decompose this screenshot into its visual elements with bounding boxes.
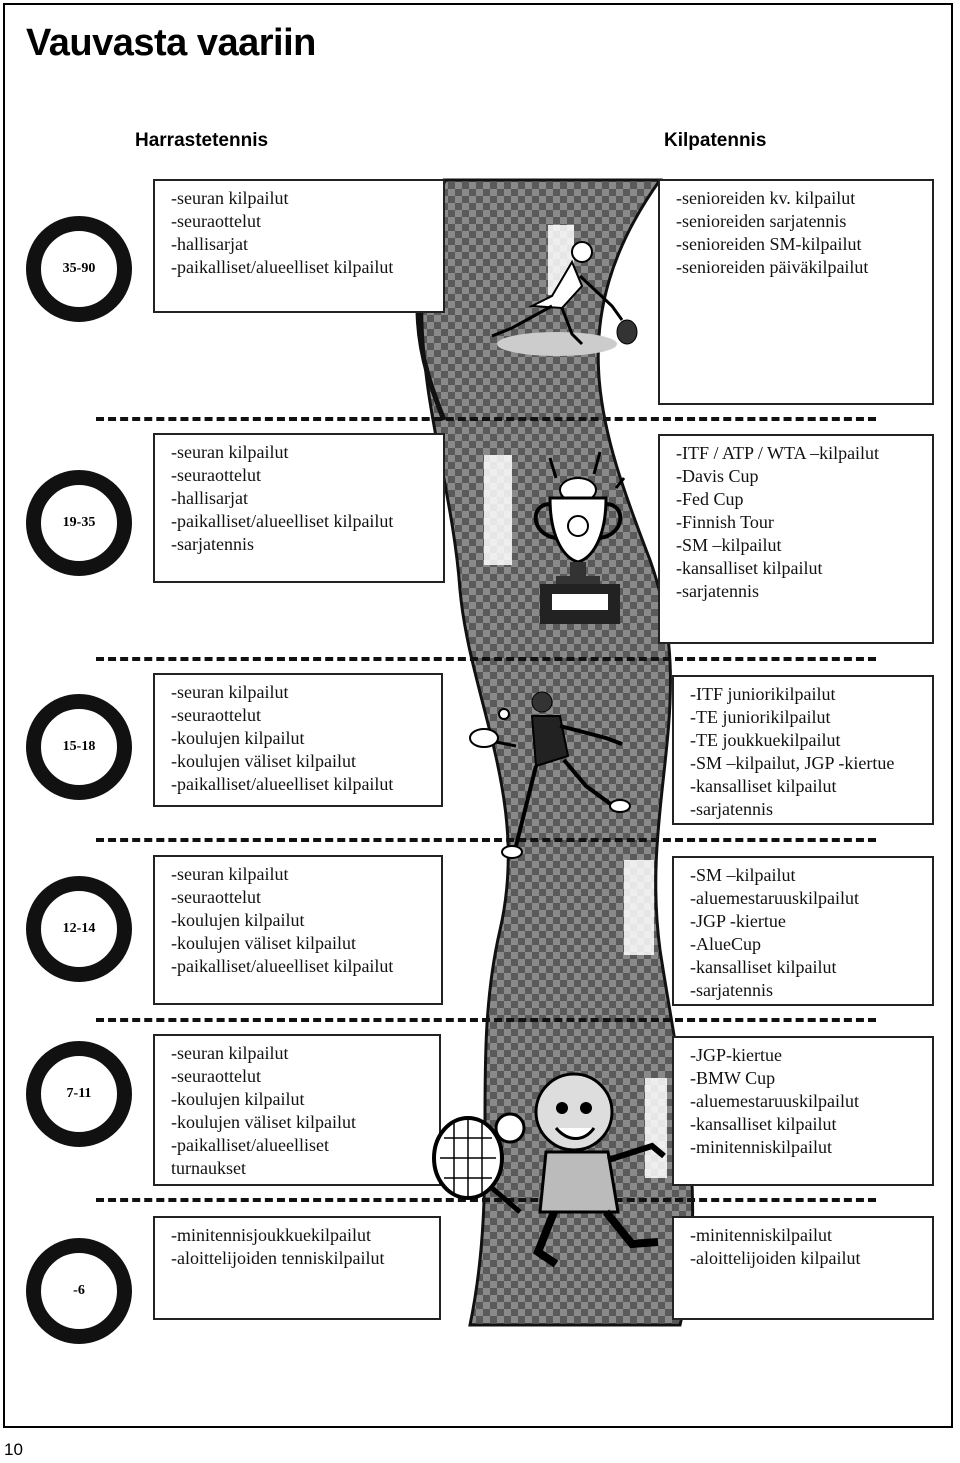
list-item: -kansalliset kilpailut <box>676 558 823 578</box>
list-item: -koulujen kilpailut <box>171 728 305 748</box>
list-item: -SM –kilpailut, JGP -kiertue <box>690 753 895 773</box>
list-item: -senioreiden päiväkilpailut <box>676 257 869 277</box>
age-ring-15-18 <box>26 694 132 800</box>
column-header-competitive: Kilpatennis <box>664 130 767 151</box>
age-label: 7-11 <box>66 1086 92 1101</box>
list-item: -sarjatennis <box>690 980 773 1000</box>
list-item: -ITF juniorikilpailut <box>690 684 836 704</box>
list-item: -seuraottelut <box>171 465 261 485</box>
list-item: -TE joukkuekilpailut <box>690 730 841 750</box>
hobby-box-19-35 <box>153 433 445 583</box>
child-with-racket-icon <box>428 1072 676 1272</box>
competitive-box-6 <box>672 1216 934 1320</box>
list-item: -aloittelijoiden tenniskilpailut <box>171 1248 385 1268</box>
hobby-box-12-14 <box>153 855 443 1005</box>
list-item: -SM –kilpailut <box>690 865 796 885</box>
competitive-box-7-11 <box>672 1036 934 1186</box>
page-title: Vauvasta vaariin <box>26 22 316 64</box>
list-item: -koulujen väliset kilpailut <box>171 751 356 771</box>
list-item: -hallisarjat <box>171 488 248 508</box>
list-item: -koulujen kilpailut <box>171 910 305 930</box>
list-item: -koulujen väliset kilpailut <box>171 933 356 953</box>
list-item: -sarjatennis <box>690 799 773 819</box>
age-label: 35-90 <box>62 261 96 276</box>
list-item: -minitennisjoukkuekilpailut <box>171 1225 371 1245</box>
list-item: -Davis Cup <box>676 466 759 486</box>
list-item: -JGP-kiertue <box>690 1045 782 1065</box>
page-number: 10 <box>4 1440 23 1459</box>
hobby-box-7-11 <box>153 1034 441 1186</box>
list-item: -koulujen kilpailut <box>171 1089 305 1109</box>
list-item: -SM –kilpailut <box>676 535 782 555</box>
tennis-player-icon <box>472 236 652 360</box>
list-item: -sarjatennis <box>171 534 254 554</box>
list-item: -TE juniorikilpailut <box>690 707 831 727</box>
list-item: -seuraottelut <box>171 705 261 725</box>
list-item: -Fed Cup <box>676 489 744 509</box>
list-item: -minitenniskilpailut <box>690 1137 832 1157</box>
running-player-icon <box>466 686 636 866</box>
divider-1 <box>96 417 876 421</box>
age-label: 15-18 <box>62 739 96 754</box>
age-label: 12-14 <box>62 921 96 936</box>
list-item: -paikalliset/alueelliset kilpailut <box>171 511 394 531</box>
list-item: -paikalliset/alueelliset kilpailut <box>171 257 394 277</box>
list-item: -koulujen väliset kilpailut <box>171 1112 356 1132</box>
list-item: -kansalliset kilpailut <box>690 776 837 796</box>
list-item: -senioreiden sarjatennis <box>676 211 847 231</box>
list-item: -JGP -kiertue <box>690 911 786 931</box>
list-item: -seuraottelut <box>171 887 261 907</box>
divider-4 <box>96 1018 876 1022</box>
list-item: -seuraottelut <box>171 211 261 231</box>
competitive-box-15-18 <box>672 675 934 825</box>
list-item: -seuran kilpailut <box>171 442 289 462</box>
age-label: 19-35 <box>62 515 96 530</box>
list-item: -Finnish Tour <box>676 512 774 532</box>
divider-2 <box>96 657 876 661</box>
competitive-box-12-14 <box>672 856 934 1006</box>
competitive-box-35-90 <box>658 179 934 405</box>
list-item: -paikalliset/alueelliset kilpailut <box>171 774 394 794</box>
list-item: -paikalliset/alueelliset <box>171 1135 329 1155</box>
list-item: -kansalliset kilpailut <box>690 957 837 977</box>
age-ring-7-11 <box>26 1041 132 1147</box>
list-item: -aluemestaruuskilpailut <box>690 1091 859 1111</box>
list-item: -aluemestaruuskilpailut <box>690 888 859 908</box>
list-item: -seuraottelut <box>171 1066 261 1086</box>
list-item: -aloittelijoiden kilpailut <box>690 1248 861 1268</box>
list-item: -minitenniskilpailut <box>690 1225 832 1245</box>
age-ring-6 <box>26 1238 132 1344</box>
list-item: -seuran kilpailut <box>171 188 289 208</box>
age-label: -6 <box>73 1283 85 1298</box>
list-item: -seuran kilpailut <box>171 682 289 702</box>
list-item: -senioreiden kv. kilpailut <box>676 188 856 208</box>
hobby-box-35-90 <box>153 179 445 313</box>
age-ring-19-35 <box>26 470 132 576</box>
list-item: -hallisarjat <box>171 234 248 254</box>
list-item: -kansalliset kilpailut <box>690 1114 837 1134</box>
hobby-box-15-18 <box>153 673 443 807</box>
list-item: -senioreiden SM-kilpailut <box>676 234 862 254</box>
list-item: -sarjatennis <box>676 581 759 601</box>
hobby-box-6 <box>153 1216 441 1320</box>
list-item: -seuran kilpailut <box>171 1043 289 1063</box>
list-item: turnaukset <box>171 1158 246 1178</box>
column-header-hobby: Harrastetennis <box>135 130 269 151</box>
list-item: -AlueCup <box>690 934 761 954</box>
competitive-box-19-35 <box>658 434 934 644</box>
list-item: -seuran kilpailut <box>171 864 289 884</box>
list-item: -BMW Cup <box>690 1068 776 1088</box>
list-item: -ITF / ATP / WTA –kilpailut <box>676 443 880 463</box>
age-ring-35-90 <box>26 216 132 322</box>
list-item: -paikalliset/alueelliset kilpailut <box>171 956 394 976</box>
trophy-icon <box>520 448 640 628</box>
age-ring-12-14 <box>26 876 132 982</box>
